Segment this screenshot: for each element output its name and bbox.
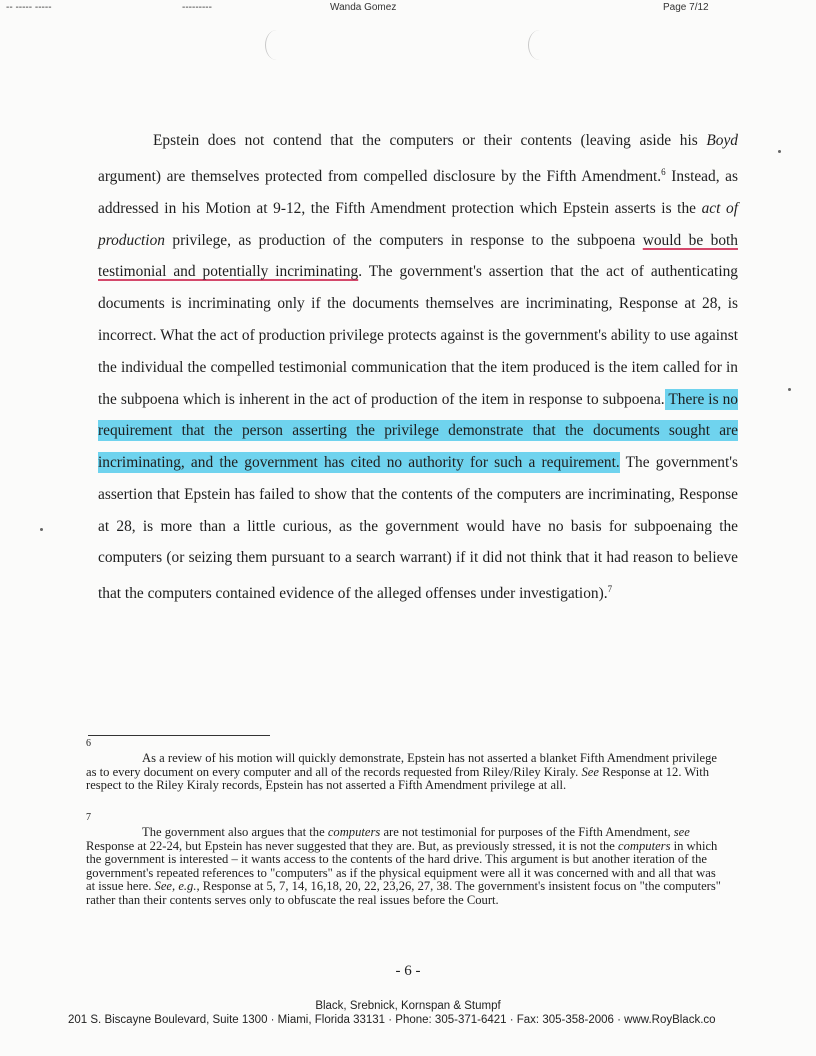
- footnote-italic-run: See: [581, 764, 599, 779]
- body-text-run: The government's assertion that Epstein has failed to show that the contents of the computers are incriminating, Response at 28, is more than a little curious, as the government would have no basis for subpoenaing the computers (or seizing them pursuant to a search warrant) if it did not think that it had reason to believe that the computers contained evidence of the alleged offenses under investigation).: [98, 454, 738, 603]
- footnote-number: 7: [86, 812, 91, 823]
- footnote-text-run: Response at 12. With respect to the Riley Kiraly records, Epstein has not asserted a Fifth Amendment privilege at all.: [86, 764, 710, 793]
- footnote-text: [86, 826, 724, 908]
- scan-smudge: [528, 30, 551, 60]
- footer-address: 201 S. Biscayne Boulevard, Suite 1300 · Miami, Florida 33131 · Phone: 305-371-6421 · Fax: 305-358-2006 · www.RoyBlack.co: [68, 1014, 716, 1026]
- footnote-text-run: As a review of his motion will quickly demonstrate, Epstein has not asserted a blanket Fifth Amendment privilege as to every document on every computer and all of the records requested from Riley/Riley Kiraly.: [86, 751, 717, 779]
- footnote-number: 6: [86, 738, 91, 749]
- scan-speck: [40, 528, 43, 531]
- body-paragraph: [98, 125, 738, 610]
- footnote-italic-run: computers: [618, 838, 671, 853]
- footnote-reference: 6: [661, 166, 666, 177]
- fax-page-count: Page 7/12: [663, 2, 709, 13]
- footnote-text-run: Response at 5, 7, 14, 16,18, 20, 22, 23,26, 27, 38. The government's insistent focus on "the computers" rather than their contents serves only to obfuscate the real issues before the Court.: [86, 879, 721, 907]
- footnote-separator: [88, 735, 270, 736]
- footnote-reference: 7: [607, 584, 613, 595]
- body-text-run: argument) are themselves protected from compelled disclosure by the Fifth Amendment.: [98, 167, 662, 185]
- footnote-text-run: in which the government is interested – it wants access to the contents of the hard drive. This argument is but another iteration of the government's repeated references to "computers" as if the physical equipment were all it was concerned with and all that was at issue here.: [86, 838, 718, 894]
- fax-date: -- ----- -----: [6, 2, 52, 13]
- red-underlined-text: would be both testimonial and potentially incriminating: [98, 231, 738, 281]
- body-text-run: . The government's assertion that the act of authenticating documents is incriminating only if the documents themselves are incriminating, Response at 28, is incorrect. What the act of production privilege protects against is the government's ability to use against the individual the compelled testimonial communication that the item produced is the item called for in the subpoena which is inherent in the act of production of the item in response to subpoena.: [98, 263, 738, 408]
- body-text-run: Instead, as addressed in his Motion at 9-12, the Fifth Amendment protection which Epstein asserts is the: [98, 167, 738, 217]
- fax-sender: Wanda Gomez: [330, 2, 397, 13]
- footnote-text-run: The government also argues that the: [142, 825, 328, 839]
- footnote-italic-run: See, e.g.,: [154, 879, 200, 894]
- body-text-run: Epstein does not contend that the computers or their contents (leaving aside his: [153, 132, 707, 149]
- footnote-italic-run: computers: [327, 825, 381, 839]
- scan-speck: [788, 388, 791, 391]
- fax-phone: ---------: [182, 2, 212, 13]
- footnote-text: [86, 752, 724, 793]
- footnote-6: [86, 738, 724, 793]
- page-number: - 6 -: [395, 963, 421, 979]
- body-italic-run: Boyd: [706, 132, 738, 149]
- fax-header: [0, 0, 816, 20]
- highlighted-text: There is no requirement that the person asserting the privilege demonstrate that the documents sought are incriminating, and the government has cited no authority for such a requirement.: [98, 390, 738, 472]
- footnote-text-run: are not testimonial for purposes of the Fifth Amendment,: [380, 825, 674, 839]
- scan-smudge: [265, 30, 288, 60]
- body-text-run: privilege, as production of the computers in response to the subpoena: [164, 231, 643, 249]
- body-italic-run: act of production: [98, 199, 739, 249]
- footer-firm-name: Black, Srebnick, Kornspan & Stumpf: [315, 1000, 501, 1012]
- scan-speck: [778, 150, 781, 153]
- footnote-text-run: Response at 22-24, but Epstein has never suggested that they are. But, as previously stressed, it is not the: [86, 838, 618, 853]
- footnote-7: [86, 812, 724, 908]
- footnote-italic-run: see: [673, 825, 690, 839]
